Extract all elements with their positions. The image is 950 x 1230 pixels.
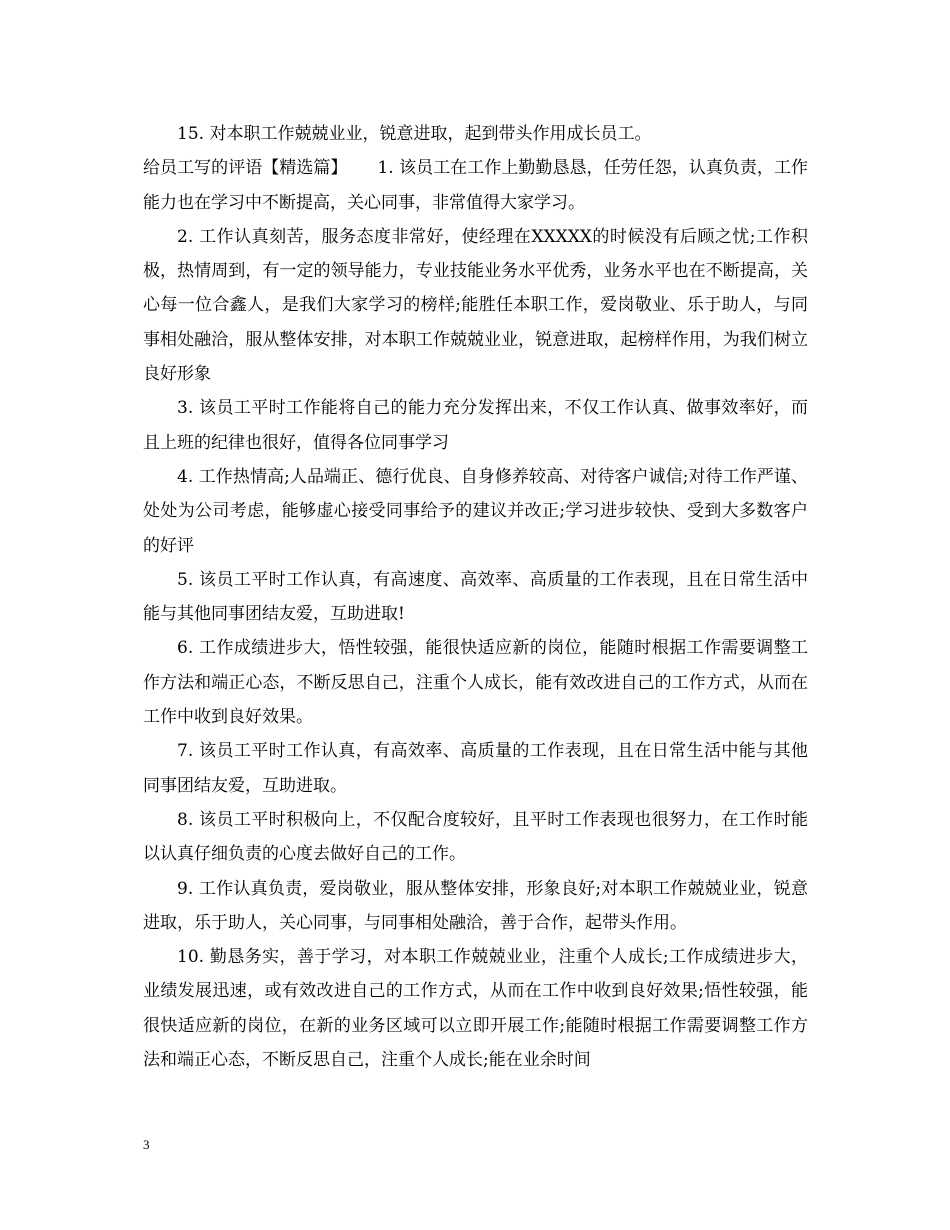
paragraph-item-3: 3. 该员工平时工作能将自己的能力充分发挥出来，不仅工作认真、做事效率好，而且上班的纪律也很好，值得各位同事学习 [143, 398, 808, 453]
paragraph-item-4: 4. 工作热情高;人品端正、德行优良、自身修养较高、对待客户诚信;对待工作严谨、处处为公司考虑，能够虚心接受同事给予的建议并改正;学习进步较快、受到大多数客户的好评 [143, 466, 808, 556]
paragraph-item-8: 8. 该员工平时积极向上，不仅配合度较好，且平时工作表现也很努力，在工作时能以认真仔细负责的心度去做好自己的工作。 [143, 809, 808, 865]
paragraph-item-6: 6. 工作成绩进步大，悟性较强，能很快适应新的岗位，能随时根据工作需要调整工作方法和端正心态，不断反思自己，注重个人成长，能有效改进自己的工作方式，从而在工作中收到良好效果。 [143, 638, 808, 728]
paragraph-item-7: 7. 该员工平时工作认真，有高效率、高质量的工作表现，且在日常生活中能与其他同事团结友爱，互助进取。 [143, 741, 808, 796]
paragraph-item-15: 15. 对本职工作兢兢业业，锐意进取，起到带头作用成长员工。 [177, 124, 652, 144]
paragraph-item-10: 10. 勤恳务实，善于学习，对本职工作兢兢业业，注重个人成长;工作成绩进步大，业绩发展迅速，或有效改进自己的工作方式，从而在工作中收到良好效果;悟性较强，能很快适应新的岗位，在新的业务区域可以立即开展工作;能随时根据工作需要调整工作方法和端正心态，不断反思自己，注重个人成长;能在业余时间 [143, 947, 808, 1071]
paragraph-item-1-text: 1. 该员工在工作上勤勤恳恳，任劳任怨，认真负责，工作能力也在学习中不断提高，关心同事，非常值得大家学习。 [143, 158, 809, 213]
document-body [143, 117, 808, 1077]
paragraph-item-2: 2. 工作认真刻苦，服务态度非常好，使经理在XXXXX的时候没有后顾之忧;工作积极，热情周到，有一定的领导能力，专业技能业务水平优秀，业务水平也在不断提高，关心每一位合鑫人，是我们大家学习的榜样;能胜任本职工作，爱岗敬业、乐于助人，与同事相处融洽，服从整体安排，对本职工作兢兢业业，锐意进取，起榜样作用，为我们树立良好形象 [143, 226, 808, 385]
section-heading: 给员工写的评语【精选篇】 [143, 158, 348, 179]
paragraph-item-1 [143, 151, 808, 220]
paragraph-item-5: 5. 该员工平时工作认真，有高速度、高效率、高质量的工作表现，且在日常生活中能与其他同事团结友爱，互助进取! [143, 569, 808, 625]
page-number: 3 [143, 1137, 150, 1152]
paragraph-item-9: 9. 工作认真负责，爱岗敬业，服从整体安排，形象良好;对本职工作兢兢业业，锐意进取，乐于助人，关心同事，与同事相处融洽，善于合作，起带头作用。 [143, 878, 808, 933]
